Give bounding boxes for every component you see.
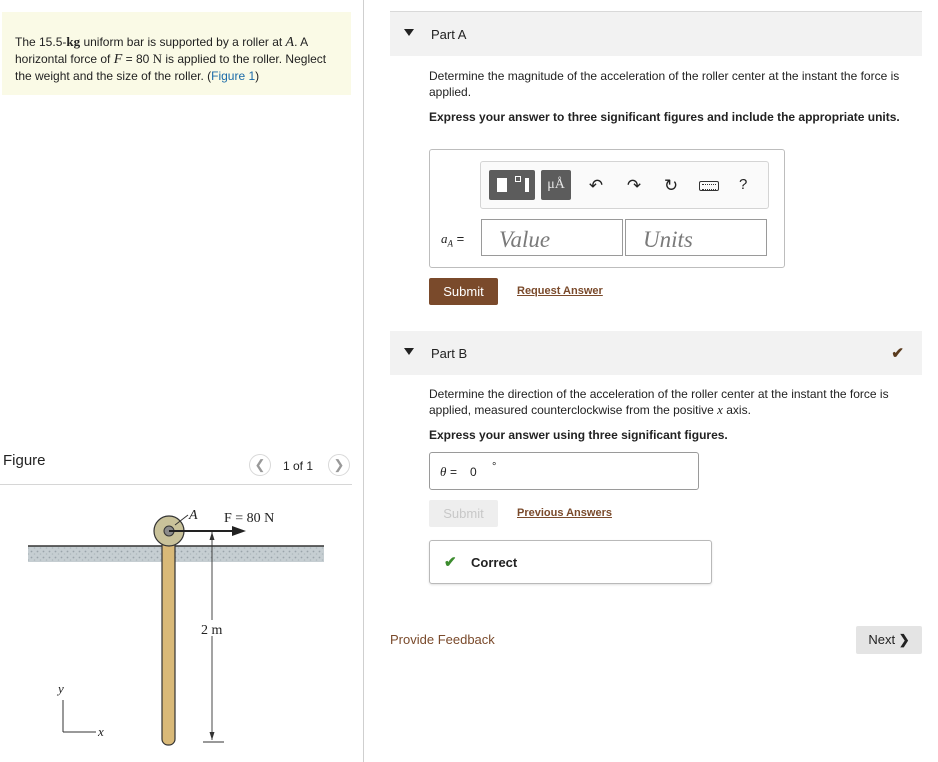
- point-a-label: A: [189, 508, 198, 523]
- figure-diagram: [0, 490, 352, 760]
- collapse-triangle-icon[interactable]: [404, 29, 414, 36]
- y-axis-label: y: [58, 681, 64, 696]
- value-input[interactable]: [481, 219, 623, 256]
- request-answer-link[interactable]: Request Answer: [517, 285, 603, 297]
- part-b-header[interactable]: [390, 331, 922, 375]
- column-divider: [363, 0, 364, 762]
- templates-button[interactable]: [489, 170, 535, 200]
- answer-equals: =: [453, 231, 465, 246]
- uniform-bar: [162, 530, 175, 745]
- theta-unit: °: [492, 461, 497, 473]
- correct-text: Correct: [471, 555, 518, 570]
- next-button[interactable]: [856, 626, 922, 654]
- problem-statement: [2, 12, 351, 95]
- problem-text: is applied to the roller. Neglect the weight and the size of the roller. (: [15, 52, 327, 83]
- part-a-instruction: Express your answer to three significant figures and include the appropriate units.: [429, 110, 900, 124]
- problem-text: . A horizontal force of: [15, 35, 308, 66]
- force-label: F = 80 N: [224, 511, 275, 526]
- help-button[interactable]: ?: [739, 176, 748, 193]
- var-a: A: [285, 35, 295, 50]
- theta-symbol: θ: [440, 464, 447, 479]
- next-label: Next: [868, 632, 896, 647]
- template-glyph: [497, 178, 507, 192]
- question-var-x: x: [717, 402, 723, 417]
- ground-surface: [28, 546, 324, 562]
- chevron-right-icon: ❯: [898, 632, 910, 647]
- part-b-submit-button[interactable]: Submit: [429, 500, 498, 527]
- answer-subscript: A: [447, 238, 453, 249]
- part-a-title: Part A: [431, 27, 467, 42]
- units-input[interactable]: [625, 219, 767, 256]
- answer-var: a: [441, 231, 448, 246]
- question-text: axis.: [722, 403, 751, 417]
- undo-icon[interactable]: ↶: [588, 176, 604, 195]
- template-glyph: [515, 176, 521, 182]
- keyboard-icon[interactable]: [699, 181, 719, 191]
- provide-feedback-link[interactable]: Provide Feedback: [390, 632, 495, 647]
- answer-label: [441, 231, 464, 249]
- problem-text: uniform bar is supported by a roller at: [80, 35, 286, 49]
- dimension-arrow-top: [210, 532, 215, 540]
- dimension-arrow-bottom: [210, 732, 215, 740]
- correct-feedback: [429, 540, 712, 584]
- part-b-answer-field[interactable]: [429, 452, 699, 490]
- var-f: F: [113, 52, 123, 67]
- part-a-question: Determine the magnitude of the acceleration of the roller center at the instant the force is applied.: [429, 69, 900, 99]
- unit-kg: kg: [66, 34, 81, 49]
- figure-divider: [0, 484, 352, 485]
- figure-link[interactable]: Figure 1: [211, 69, 256, 83]
- unit-n: N: [152, 51, 163, 66]
- part-a-submit-button[interactable]: Submit: [429, 278, 498, 305]
- part-b-question: [429, 386, 921, 418]
- force-arrowhead: [232, 526, 246, 536]
- chevron-left-icon[interactable]: ❮: [249, 454, 271, 476]
- figure-label: Figure: [3, 452, 46, 469]
- theta-equals: =: [450, 465, 458, 479]
- collapse-triangle-icon[interactable]: [404, 348, 414, 355]
- checkmark-icon: ✔: [444, 554, 457, 571]
- x-axis-label: x: [98, 724, 104, 739]
- units-button[interactable]: μÅ: [541, 170, 571, 200]
- problem-text: = 80: [122, 52, 153, 66]
- previous-answers-link[interactable]: Previous Answers: [517, 507, 612, 519]
- math-toolbar: [480, 161, 769, 209]
- checkmark-icon: ✔: [891, 345, 904, 362]
- part-b-title: Part B: [431, 346, 468, 361]
- dimension-label: 2 m: [201, 623, 223, 638]
- chevron-right-icon[interactable]: ❯: [328, 454, 350, 476]
- theta-value: 0: [470, 465, 477, 479]
- figure-pager: 1 of 1: [283, 459, 314, 473]
- problem-text: The 15.5-: [15, 35, 67, 49]
- redo-icon[interactable]: ↷: [626, 176, 642, 195]
- part-b-instruction: Express your answer using three significant figures.: [429, 428, 728, 442]
- problem-text: ): [255, 69, 260, 83]
- part-a-header[interactable]: [390, 12, 922, 56]
- reset-icon[interactable]: ↻: [663, 176, 679, 195]
- template-glyph: [525, 178, 529, 192]
- part-a-answer-box: [429, 149, 785, 268]
- question-text: Determine the direction of the acceleration of the roller center at the instant the force is applied, measured counterclockwise from the positive: [429, 387, 889, 417]
